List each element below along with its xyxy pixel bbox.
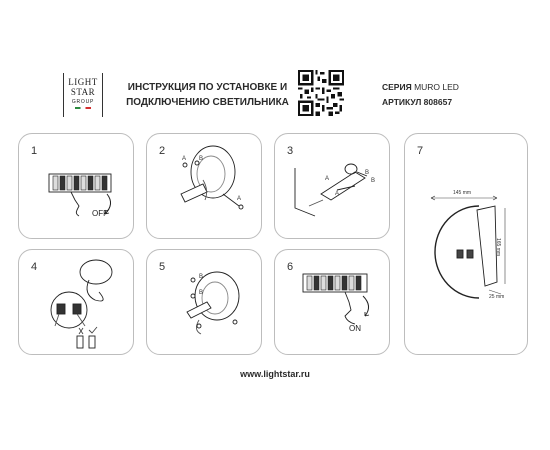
step-6-panel: [274, 249, 390, 355]
series-name: MURO LED: [414, 82, 459, 92]
series-line: [382, 80, 459, 95]
step-number: 1: [31, 145, 38, 157]
callout-b: B: [371, 178, 376, 184]
step-1-panel: [18, 133, 134, 239]
step-number: 3: [287, 145, 294, 157]
switch-on-label: ON: [349, 324, 361, 333]
brand-logo: [63, 73, 103, 117]
step-4-panel: [18, 249, 134, 355]
dimension-height: 165 mm: [495, 238, 501, 257]
title-line-1: ИНСТРУКЦИЯ ПО УСТАНОВКЕ И: [127, 82, 288, 93]
step-number: 6: [287, 261, 294, 273]
step-5-panel: [146, 249, 262, 355]
instruction-title: [115, 80, 300, 110]
callout-a: A: [237, 196, 242, 202]
callout-a: A: [335, 191, 340, 197]
step-number: 2: [159, 145, 166, 157]
callout-b: B: [199, 290, 204, 296]
product-info: [382, 80, 459, 110]
title-line-2: ПОДКЛЮЧЕНИЮ СВЕТИЛЬНИКА: [126, 97, 289, 108]
step-number: 4: [31, 261, 38, 273]
callout-b: B: [365, 170, 370, 176]
step-2-panel: [146, 133, 262, 239]
brand-line-3: GROUP: [71, 99, 95, 105]
series-prefix: СЕРИЯ: [382, 82, 412, 92]
step-number: 7: [417, 145, 424, 157]
article-number: АРТИКУЛ 808657: [382, 97, 453, 107]
brand-line-2: STAR: [70, 87, 96, 97]
dimension-depth: 25 mm: [489, 294, 505, 300]
dimension-drawing: [405, 134, 529, 356]
italian-flag-stripe: [75, 107, 91, 109]
website-link[interactable]: www.lightstar.ru: [240, 369, 310, 379]
dimension-width: 145 mm: [453, 190, 472, 196]
switch-off-label: OFF: [92, 209, 108, 218]
step-3-panel: [274, 133, 390, 239]
callout-b: B: [199, 156, 204, 162]
brand-line-1: LIGHT: [68, 77, 98, 87]
callout-a: A: [325, 176, 330, 182]
step-number: 5: [159, 261, 166, 273]
callout-b: B: [199, 274, 204, 280]
step-7-panel: [404, 133, 528, 355]
callout-a: A: [182, 156, 187, 162]
qr-code-icon: [298, 70, 344, 116]
